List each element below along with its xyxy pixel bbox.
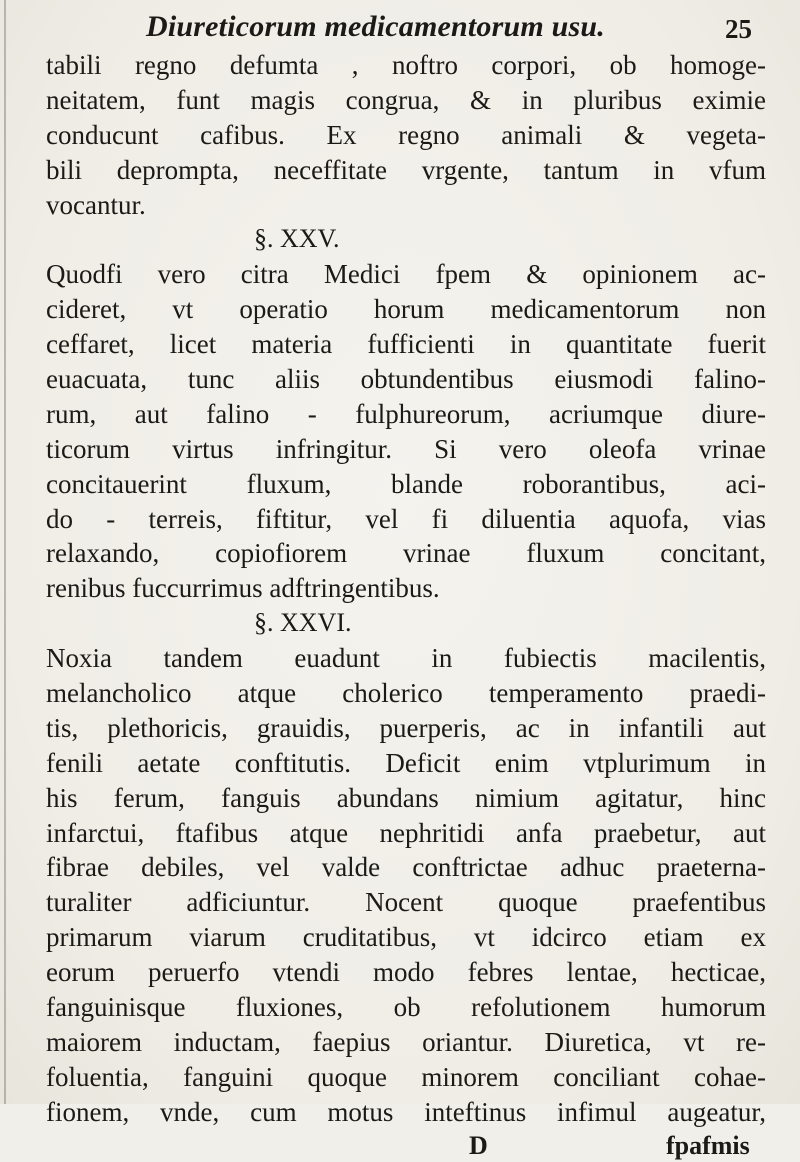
section-heading-xxvi: §. XXVI. [254, 608, 352, 638]
page-number: 25 [725, 14, 752, 44]
catchword: fpafmis [666, 1130, 750, 1160]
section-heading-xxv: §. XXV. [254, 224, 340, 254]
text-line: ticorum virtus infringitur. Si vero oleofa vrinae [46, 433, 766, 464]
text-line: foluentia, fanguini quoque minorem conciliant cohae- [46, 1061, 766, 1092]
text-line: fanguinisque fluxiones, ob refolutionem humorum [46, 992, 766, 1023]
text-line: concitauerint fluxum, blande roborantibus, aci- [46, 468, 766, 499]
text-line: euacuata, tunc aliis obtundentibus eiusmodi falino- [46, 364, 766, 395]
text-line: neitatem, funt magis congrua, & in pluribus eximie [46, 84, 766, 115]
text-line: renibus fuccurrimus adftringentibus. [46, 573, 440, 604]
text-line: Quodfi vero citra Medici fpem & opinionem ac- [46, 259, 766, 290]
text-line: cideret, vt operatio horum medicamentorum non [46, 294, 766, 325]
text-line: maiorem inductam, faepius oriantur. Diuretica, vt re- [46, 1026, 766, 1057]
text-line: Noxia tandem euadunt in fubiectis macilentis, [46, 643, 766, 674]
text-line: his ferum, fanguis abundans nimium agitatur, hinc [46, 782, 766, 813]
running-title: Diureticorum medicamentorum usu. [146, 10, 605, 43]
text-line: relaxando, copiofiorem vrinae fluxum concitant, [46, 538, 766, 569]
text-line: eorum peruerfo vtendi modo febres lentae, hecticae, [46, 957, 766, 988]
text-line: tabili regno defumta , noftro corpori, ob homoge- [46, 50, 766, 80]
text-line: rum, aut falino - fulphureorum, acriumque diure- [46, 398, 766, 429]
page-footer [46, 1130, 766, 1162]
signature-mark: D [469, 1130, 488, 1160]
text-line: tis, plethoricis, grauidis, puerperis, ac in infantili aut [46, 712, 766, 743]
text-line: turaliter adficiuntur. Nocent quoque praefentibus [46, 887, 766, 918]
text-line: vocantur. [46, 189, 146, 220]
page-edge-shadow [4, 0, 6, 1104]
text-line: do - terreis, fiftitur, vel fi diluentia aquofa, vias [46, 503, 766, 534]
text-line: melancholico atque cholerico temperamento praedi- [46, 678, 766, 709]
text-line: fenili aetate conftitutis. Deficit enim vtplurimum in [46, 747, 766, 778]
text-line: primarum viarum cruditatibus, vt idcirco etiam ex [46, 922, 766, 953]
text-line: infarctui, ftafibus atque nephritidi anfa praebetur, aut [46, 817, 766, 848]
text-line: conducunt cafibus. Ex regno animali & vegeta- [46, 119, 766, 150]
text-line: bili deprompta, neceffitate vrgente, tantum in vfum [46, 154, 766, 185]
body-text [46, 48, 766, 1162]
page-header [0, 10, 800, 50]
text-line: ceffaret, licet materia fufficienti in quantitate fuerit [46, 329, 766, 360]
text-line: fibrae debiles, vel valde conftrictae adhuc praeterna- [46, 852, 766, 883]
text-line: fionem, vnde, cum motus inteftinus infimul augeatur, [46, 1096, 766, 1127]
